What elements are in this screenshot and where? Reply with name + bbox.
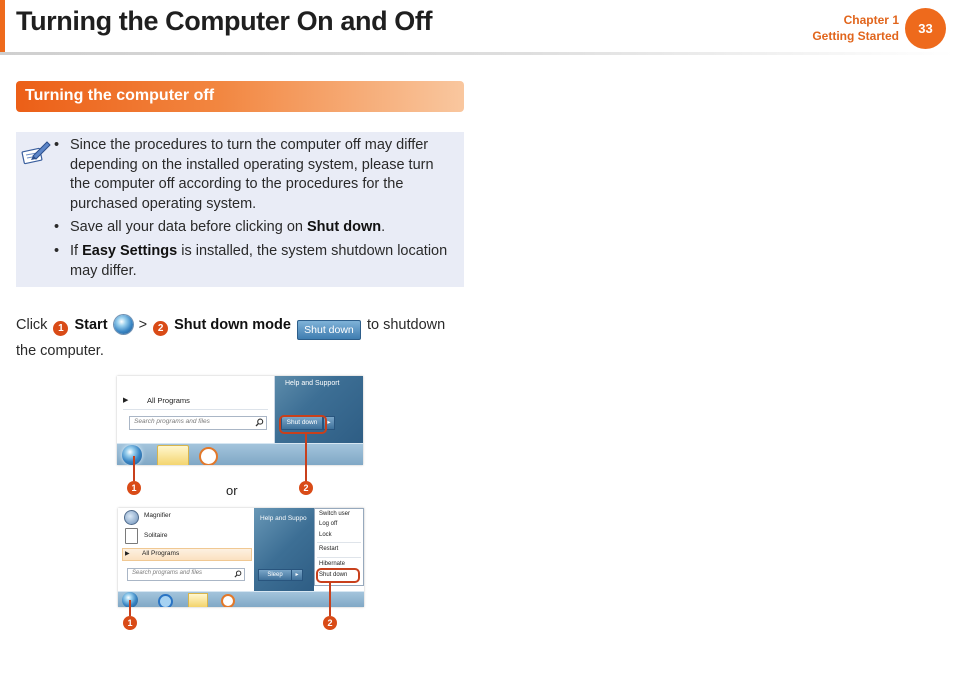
note-item-1: • Since the procedures to turn the computer off may differ depending on the installed operating system, please turn the computer off according to the procedures for the purchased operating system.: [54, 137, 434, 212]
page-title: Turning the Computer On and Off: [16, 6, 433, 36]
windows-start-orb-icon: [122, 445, 142, 465]
note-item-2: • Save all your data before clicking on Shut down.: [54, 219, 386, 235]
log-off-item: Log off: [319, 521, 338, 527]
search-input: Search programs and files: [129, 416, 267, 430]
chapter-name: Getting Started: [812, 29, 899, 43]
note-item-3: • If Easy Settings is installed, the system shutdown location may differ.: [54, 243, 448, 279]
media-player-icon: [199, 447, 218, 465]
taskbar: [117, 443, 363, 465]
windows-start-orb-icon: [114, 315, 133, 334]
section-title: Turning the computer off: [25, 87, 215, 104]
help-and-support-item: Help and Suppo: [260, 515, 307, 522]
pencil-note-icon: [20, 138, 52, 166]
shut-down-button-image: Shut down: [297, 320, 361, 340]
start-menu-left-pane: Magnifier Solitaire ▶ All Programs Search programs and files: [118, 508, 254, 591]
shut-down-options-icon: ▸: [323, 416, 335, 430]
shut-down-highlight: [316, 568, 360, 583]
help-and-support-item: Help and Support: [285, 380, 340, 387]
solitaire-icon: [125, 528, 138, 544]
callout-2-marker: 2: [299, 481, 313, 495]
magnifier-icon: [124, 510, 139, 525]
sleep-button: Sleep: [258, 569, 292, 581]
shut-down-item: Shut down: [319, 572, 348, 578]
hibernate-item: Hibernate: [319, 561, 346, 567]
start-menu-left-pane: [117, 376, 275, 444]
folder-icon: [157, 445, 189, 465]
step-2-marker: 2: [153, 321, 168, 336]
switch-user-item: Switch user: [319, 511, 351, 517]
shut-down-mode-label: Shut down mode: [174, 317, 291, 333]
chapter-number: Chapter 1: [843, 13, 899, 27]
arrow-right-icon: ▶: [125, 551, 130, 557]
restart-item: Restart: [319, 546, 339, 552]
search-input: Search programs and files: [127, 568, 245, 581]
header-accent-bar: [0, 0, 5, 53]
internet-explorer-icon: [158, 594, 173, 607]
page-number-badge: 33: [905, 8, 946, 49]
or-text: or: [226, 483, 238, 498]
header-divider: [0, 52, 954, 55]
taskbar: [118, 591, 364, 607]
callout-1-marker: 1: [123, 616, 137, 630]
all-programs-item: All Programs: [147, 396, 190, 405]
callout-1-marker: 1: [127, 481, 141, 495]
chapter-label: [812, 12, 899, 44]
search-icon: [234, 570, 242, 578]
all-programs-item: ▶ All Programs: [122, 548, 252, 561]
shut-down-button: Shut down: [281, 416, 323, 430]
shut-down-highlight: [279, 415, 327, 434]
start-menu-screenshot-2: [118, 508, 364, 607]
lock-item: Lock: [319, 532, 332, 538]
step-1-marker: 1: [53, 321, 68, 336]
arrow-right-icon: ▶: [123, 397, 129, 404]
start-label: Start: [74, 317, 108, 333]
callout-2-marker: 2: [323, 616, 337, 630]
start-menu-right-pane: [254, 508, 314, 591]
search-icon: [255, 418, 264, 427]
shut-down-options-icon: ▸: [291, 569, 303, 581]
folder-icon: [188, 593, 208, 607]
media-player-icon: [221, 594, 235, 607]
instruction-text: Click 1 Start > 2 Shut down mode Shut down to shutdown the computer.: [16, 317, 446, 359]
